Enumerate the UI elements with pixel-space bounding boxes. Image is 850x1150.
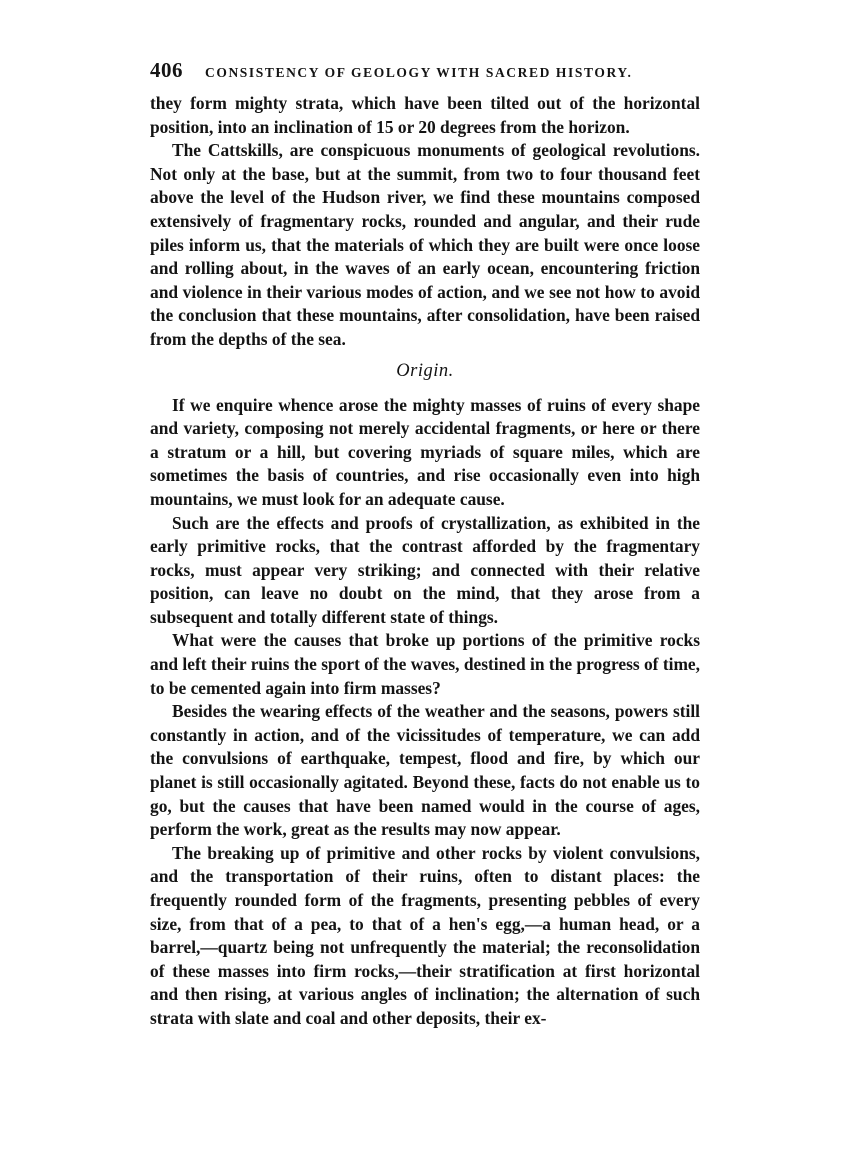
running-title: CONSISTENCY OF GEOLOGY WITH SACRED HISTORY. <box>205 65 633 80</box>
paragraph-enquire: If we enquire whence arose the mighty masses of ruins of every shape and variety, composing not merely accidental fragments, or here or there a stratum or a hill, but covering myriads of square miles, which are sometimes the basis of countries, and rise occasionally even into high mountains, we must look for an adequate cause. <box>150 394 700 509</box>
section-heading-origin: Origin. <box>396 360 454 381</box>
paragraph-convulsions: The breaking up of primitive and other rocks by violent convulsions, and the transportation of their ruins, often to distant places: the frequently rounded form of the fragments, presenting pebbles of every size, from that of a pea, to that of a hen's egg,—a human head, or a barrel,—quartz being not unfrequently the material; the reconsolidation of these masses into firm rocks,—their stratification at first horizontal and then rising, at various angles of inclination; the alternation of such strata with slate and coal and other deposits, their ex- <box>150 842 700 1028</box>
paragraph-causes-question: What were the causes that broke up portions of the primitive rocks and left their ruins the sport of the waves, destined in the progress of time, to be cemented again into firm masses? <box>150 630 700 698</box>
paragraph-weathering: Besides the wearing effects of the weather and the seasons, powers still constantly in action, and of the vicissitudes of temperature, we can add the convulsions of earthquake, tempest, flood and fire, by which our planet is still occasionally agitated. Beyond these, facts do not enable us to go, but the causes that have been named would in the course of ages, perform the work, great as the results may now appear. <box>150 701 700 840</box>
page-number: 406 <box>150 58 183 82</box>
paragraph-crystallization: Such are the effects and proofs of crystallization, as exhibited in the early primitive rocks, that the contrast afforded by the fragmentary rocks, must appear very striking; and connected with their relative position, can leave no doubt on the mind, that they arose from a subsequent and totally different state of things. <box>150 512 700 627</box>
paragraph-cattskills: The Cattskills, are conspicuous monuments of geological revolutions. Not only at the base, but at the summit, from two to four thousand feet above the level of the Hudson river, we find these mountains composed extensively of fragmentary rocks, rounded and angular, and their rude piles inform us, that the materials of which they are built were once loose and rolling about, in the waves of an early ocean, encountering friction and violence in their various modes of action, and we see not how to avoid the conclusion that these mountains, after consolidation, have been raised from the depths of the sea. <box>150 140 700 349</box>
book-page <box>150 58 700 1031</box>
running-head <box>150 58 700 88</box>
paragraph-continuation: they form mighty strata, which have been tilted out of the horizontal position, into an inclination of 15 or 20 degrees from the horizon. <box>150 93 700 137</box>
